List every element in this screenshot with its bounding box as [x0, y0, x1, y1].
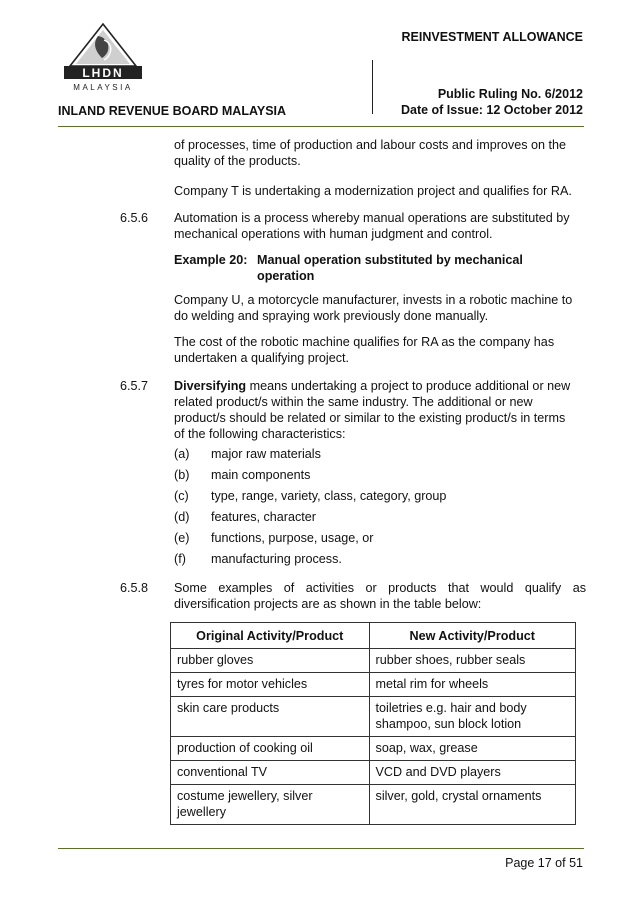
organization-name: INLAND REVENUE BOARD MALAYSIA — [58, 104, 287, 118]
list-item-label: (d) — [174, 510, 190, 524]
new-activity-cell: soap, wax, grease — [369, 737, 575, 761]
automation-paragraph — [174, 210, 586, 242]
company-u-paragraph — [174, 292, 586, 324]
robot-cost-paragraph — [174, 334, 586, 366]
section-number-658: 6.5.8 — [120, 581, 149, 595]
header-rule — [58, 126, 584, 127]
table-row — [171, 649, 576, 673]
diversifying-term: Diversifying — [174, 379, 247, 393]
new-activity-cell: silver, gold, crystal ornaments — [369, 785, 575, 825]
original-activity-cell: production of cooking oil — [171, 737, 370, 761]
new-activity-cell: VCD and DVD players — [369, 761, 575, 785]
original-activity-cell: costume jewellery, silver jewellery — [171, 785, 370, 825]
new-activity-cell: metal rim for wheels — [369, 673, 575, 697]
new-activity-cell: rubber shoes, rubber seals — [369, 649, 575, 673]
header-divider — [372, 60, 373, 114]
logo-subtext: MALAYSIA — [73, 83, 133, 92]
list-item-label: (f) — [174, 552, 186, 566]
table-row — [171, 697, 576, 737]
example-20-title-line-1: Manual operation substituted by mechanical — [257, 253, 523, 267]
diversifying-line-3: product/s should be related or similar to the existing product/s in terms — [174, 411, 566, 425]
diversifying-line-1 — [174, 378, 586, 394]
robot-cost-line-1: The cost of the robotic machine qualifies for RA as the company has — [174, 335, 555, 349]
company-u-line-1: Company U, a motorcycle manufacturer, invests in a robotic machine to — [174, 293, 573, 307]
table-row — [171, 761, 576, 785]
list-item-label: (a) — [174, 447, 190, 461]
list-item-label: (c) — [174, 489, 189, 503]
examples-line-2: diversification projects are as shown in the table below: — [174, 597, 482, 611]
original-activity-cell: skin care products — [171, 697, 370, 737]
list-item-text: features, character — [211, 510, 316, 524]
section-number-657: 6.5.7 — [120, 379, 149, 393]
column-header-new: New Activity/Product — [369, 623, 575, 649]
list-item-text: manufacturing process. — [211, 552, 342, 566]
list-item-text: functions, purpose, usage, or — [211, 531, 374, 545]
continuation-line-2: quality of the products. — [174, 154, 301, 168]
page-number: Page 17 of 51 — [505, 856, 583, 870]
example-20-label: Example 20: — [174, 253, 248, 267]
diversifying-line-4: of the following characteristics: — [174, 427, 346, 441]
section-number-656: 6.5.6 — [120, 211, 149, 225]
automation-line-1: Automation is a process whereby manual operations are substituted by — [174, 211, 570, 225]
robot-cost-line-2: undertaken a qualifying project. — [174, 351, 350, 365]
diversifying-line-1-rest: means undertaking a project to produce additional or new — [246, 379, 571, 393]
diversification-table — [170, 622, 576, 825]
list-item-label: (b) — [174, 468, 190, 482]
list-item-text: major raw materials — [211, 447, 321, 461]
column-header-original: Original Activity/Product — [171, 623, 370, 649]
list-item-text: main components — [211, 468, 311, 482]
lhdn-logo — [58, 22, 148, 94]
automation-line-2: mechanical operations with human judgment and control. — [174, 227, 493, 241]
issue-date: Date of Issue: 12 October 2012 — [400, 103, 583, 117]
table-row — [171, 673, 576, 697]
diversifying-paragraph — [174, 378, 586, 442]
example-20-title-line-2: operation — [257, 269, 315, 283]
document-title: REINVESTMENT ALLOWANCE — [401, 30, 583, 44]
company-t-paragraph: Company T is undertaking a modernization project and qualifies for RA. — [174, 184, 572, 198]
new-activity-cell: toiletries e.g. hair and body shampoo, sun block lotion — [369, 697, 575, 737]
continuation-paragraph — [174, 137, 586, 169]
list-item-label: (e) — [174, 531, 190, 545]
continuation-line-1: of processes, time of production and labour costs and improves on the — [174, 138, 567, 152]
diversifying-line-2: related product/s within the same industry. The additional or new — [174, 395, 533, 409]
table-header-row — [171, 623, 576, 649]
company-u-line-2: do welding and spraying work previously done manually. — [174, 309, 489, 323]
ruling-number: Public Ruling No. 6/2012 — [437, 87, 583, 101]
lhdn-logo-graphic — [58, 22, 148, 94]
table-row — [171, 785, 576, 825]
original-activity-cell: tyres for motor vehicles — [171, 673, 370, 697]
original-activity-cell: rubber gloves — [171, 649, 370, 673]
examples-line-1: Some examples of activities or products that would qualify as — [174, 581, 586, 595]
original-activity-cell: conventional TV — [171, 761, 370, 785]
list-item-text: type, range, variety, class, category, group — [211, 489, 447, 503]
footer-rule — [58, 848, 584, 849]
examples-paragraph — [174, 580, 586, 612]
example-20-title — [257, 252, 523, 284]
table-row — [171, 737, 576, 761]
logo-text: LHDN — [82, 66, 124, 80]
